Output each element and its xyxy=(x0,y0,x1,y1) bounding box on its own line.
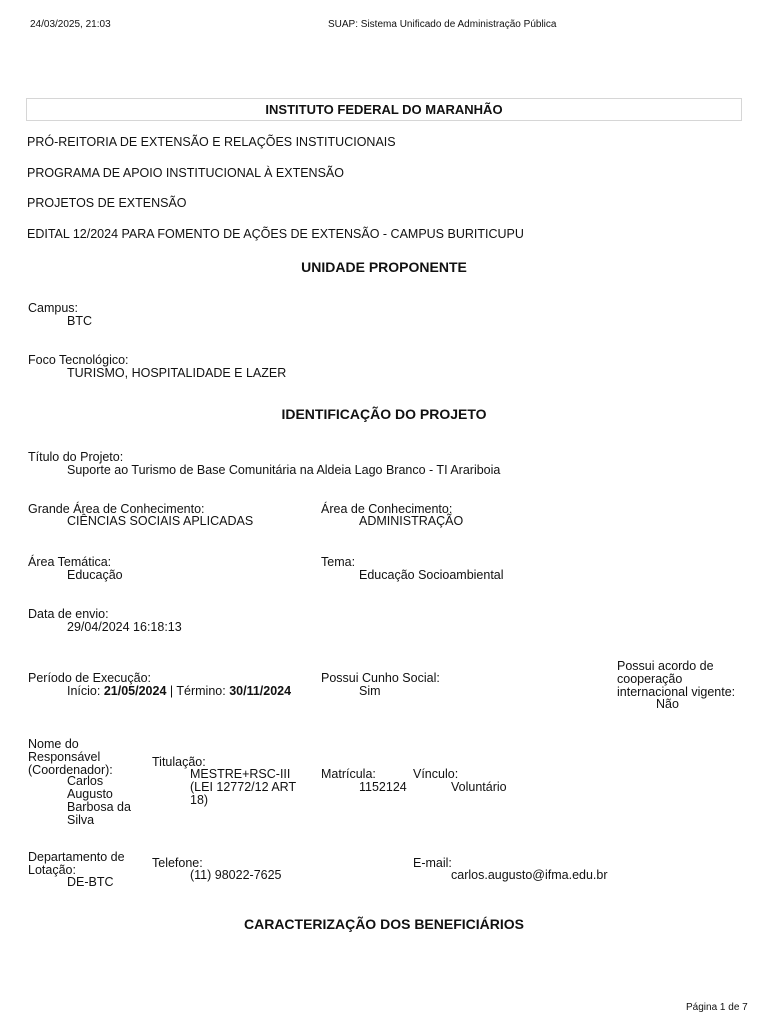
telefone-label: Telefone: xyxy=(152,856,203,870)
matricula-label: Matrícula: xyxy=(321,767,376,781)
data-envio-label: Data de envio: xyxy=(28,607,109,621)
periodo-label: Período de Execução: xyxy=(28,671,151,685)
titulacao-label: Titulação: xyxy=(152,755,206,769)
campus-label: Campus: xyxy=(28,301,79,315)
vinculo-label: Vínculo: xyxy=(413,767,459,781)
periodo-separator: | xyxy=(169,684,174,698)
vinculo-value: Voluntário xyxy=(451,780,507,794)
titulacao-value: MESTRE+RSC-III (LEI 12772/12 ART 18) xyxy=(190,767,297,807)
termino-label: Término: xyxy=(176,684,226,698)
tema-label: Tema: xyxy=(321,555,356,569)
grande-area-label: Grande Área de Conhecimento: xyxy=(28,502,205,516)
area-tematica-label: Área Temática: xyxy=(28,555,112,569)
titulo-label: Título do Projeto: xyxy=(28,450,124,464)
section-unidade-proponente: UNIDADE PROPONENTE xyxy=(301,259,467,275)
tema-value: Educação Socioambiental xyxy=(359,568,504,582)
section-identificacao: IDENTIFICAÇÃO DO PROJETO xyxy=(281,406,487,422)
email-value: carlos.augusto@ifma.edu.br xyxy=(451,868,608,882)
departamento-label: Departamento de Lotação: xyxy=(28,850,125,877)
print-datetime: 24/03/2025, 21:03 xyxy=(30,19,111,30)
projetos-line: PROJETOS DE EXTENSÃO xyxy=(27,196,187,210)
titulo-value: Suporte ao Turismo de Base Comunitária na Aldeia Lago Branco - TI Arariboia xyxy=(67,463,501,477)
programa-line: PROGRAMA DE APOIO INSTITUCIONAL À EXTENSÃO xyxy=(27,166,344,180)
acordo-label: Possui acordo de cooperação internacional vigente: xyxy=(617,659,736,699)
inicio-label: Início: xyxy=(67,684,101,698)
institution-title: INSTITUTO FEDERAL DO MARANHÃO xyxy=(26,98,742,121)
page-number: Página 1 de 7 xyxy=(686,1002,748,1013)
termino-value: 30/11/2024 xyxy=(229,684,292,698)
data-envio-value: 29/04/2024 16:18:13 xyxy=(67,620,182,634)
responsavel-value: Carlos Augusto Barbosa da Silva xyxy=(67,774,131,827)
matricula-value: 1152124 xyxy=(359,780,407,794)
cunho-social-value: Sim xyxy=(359,684,381,698)
area-tematica-value: Educação xyxy=(67,568,123,582)
area-label: Área de Conhecimento: xyxy=(321,502,453,516)
email-label: E-mail: xyxy=(413,856,452,870)
campus-value: BTC xyxy=(67,314,92,328)
area-value: ADMINISTRAÇÃO xyxy=(359,514,464,528)
telefone-value: (11) 98022-7625 xyxy=(190,868,282,882)
foco-label: Foco Tecnológico: xyxy=(28,353,129,367)
cunho-social-label: Possui Cunho Social: xyxy=(321,671,440,685)
section-beneficiarios: CARACTERIZAÇÃO DOS BENEFICIÁRIOS xyxy=(243,916,524,932)
responsavel-label: Nome do Responsável (Coordenador): xyxy=(28,737,113,777)
edital-line: EDITAL 12/2024 PARA FOMENTO DE AÇÕES DE EXTENSÃO - CAMPUS BURITICUPU xyxy=(27,227,524,241)
acordo-value: Não xyxy=(656,697,679,711)
periodo-value xyxy=(67,685,291,698)
departamento-value: DE-BTC xyxy=(67,875,114,889)
inicio-value: 21/05/2024 xyxy=(103,684,167,698)
pro-reitoria-line: PRÓ-REITORIA DE EXTENSÃO E RELAÇÕES INSTITUCIONAIS xyxy=(27,135,396,149)
grande-area-value: CIÊNCIAS SOCIAIS APLICADAS xyxy=(67,514,254,528)
print-title: SUAP: Sistema Unificado de Administração Pública xyxy=(328,19,557,30)
foco-value: TURISMO, HOSPITALIDADE E LAZER xyxy=(67,366,287,380)
